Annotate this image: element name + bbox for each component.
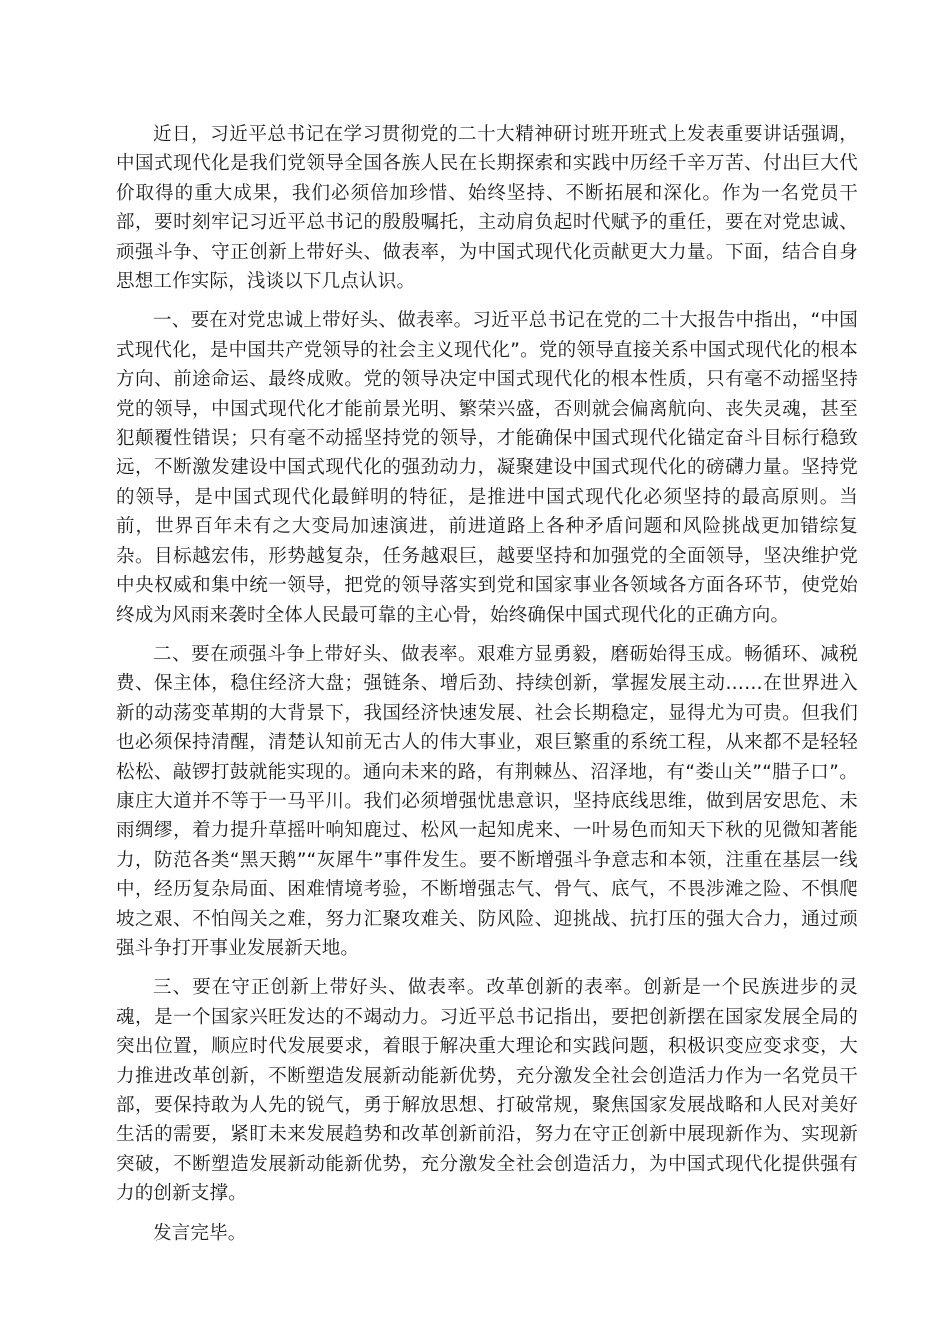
paragraph-section-one: 一、要在对党忠诚上带好头、做表率。习近平总书记在党的二十大报告中指出，“中国式现代化，是中国共产党领导的社会主义现代化”。党的领导直接关系中国式现代化的根本方向、前途命运、最终成败。党的领导决定中国式现代化的根本性质，只有毫不动摇坚持党的领导，中国式现代化才能前景光明、繁荣兴盛，否则就会偏离航向、丧失灵魂，甚至犯颠覆性错误；只有毫不动摇坚持党的领导，才能确保中国式现代化锚定奋斗目标行稳致远，不断激发建设中国式现代化的强劲动力，凝聚建设中国式现代化的磅礴力量。坚持党的领导，是中国式现代化最鲜明的特征，是推进中国式现代化必须坚持的最高原则。当前，世界百年未有之大变局加速演进，前进道路上各种矛盾问题和风险挑战更加错综复杂。目标越宏伟，形势越复杂，任务越艰巨，越要坚持和加强党的全面领导，坚决维护党中央权威和集中统一领导，把党的领导落实到党和国家事业各领域各方面各环节，使党始终成为风雨来袭时全体人民最可靠的主心骨，始终确保中国式现代化的正确方向。 xyxy=(116,310,858,626)
document-body xyxy=(116,120,858,1258)
paragraph-closing: 发言完毕。 xyxy=(153,1222,247,1244)
paragraph-intro: 近日，习近平总书记在学习贯彻党的二十大精神研讨班开班式上发表重要讲话强调，中国式现代化是我们党领导全国各族人民在长期探索和实践中历经千辛万苦、付出巨大代价取得的重大成果，我们必须倍加珍惜、始终坚持、不断拓展和深化。作为一名党员干部，要时刻牢记习近平总书记的殷殷嘱托，主动肩负起时代赋予的重任，要在对党忠诚、顽强斗争、守正创新上带好头、做表率，为中国式现代化贡献更大力量。下面，结合自身思想工作实际，浅谈以下几点认识。 xyxy=(116,124,858,293)
paragraph-section-three: 三、要在守正创新上带好头、做表率。改革创新的表率。创新是一个民族进步的灵魂，是一个国家兴旺发达的不竭动力。习近平总书记指出，要把创新摆在国家发展全局的突出位置，顺应时代发展要求，着眼于解决重大理论和实践问题，积极识变应变求变，大力推进改革创新，不断塑造发展新动能新优势，充分激发全社会创造活力作为一名党员干部，要保持敢为人先的锐气，勇于解放思想、打破常规，聚焦国家发展战略和人民对美好生活的需要，紧盯未来发展趋势和改革创新前沿，努力在守正创新中展现新作为、实现新突破，不断塑造发展新动能新优势，充分激发全社会创造活力，为中国式现代化提供强有力的创新支撑。 xyxy=(116,977,858,1205)
paragraph-section-two: 二、要在顽强斗争上带好头、做表率。艰难方显勇毅，磨砺始得玉成。畅循环、减税费、保主体，稳住经济大盘；强链条、增后劲、持续创新，掌握发展主动……在世界进入新的动荡变革期的大背景下，我国经济快速发展、社会长期稳定，显得尤为可贵。但我们也必须保持清醒，清楚认知前无古人的伟大事业，艰巨繁重的系统工程，从来都不是轻轻松松、敲锣打鼓就能实现的。通向未来的路，有荆棘丛、沼泽地，有“娄山关”“腊子口”。康庄大道并不等于一马平川。我们必须增强忧患意识，坚持底线思维，做到居安思危、未雨绸缪，着力提升草摇叶响知鹿过、松风一起知虎来、一叶易色而知天下秋的见微知著能力，防范各类“黑天鹅”“灰犀牛”事件发生。要不断增强斗争意志和本领，注重在基层一线中，经历复杂局面、困难情境考验，不断增强志气、骨气、底气，不畏涉滩之险、不惧爬坡之艰、不怕闯关之难，努力汇聚攻难关、防风险、迎挑战、抗打压的强大合力，通过顽强斗争打开事业发展新天地。 xyxy=(116,643,858,959)
